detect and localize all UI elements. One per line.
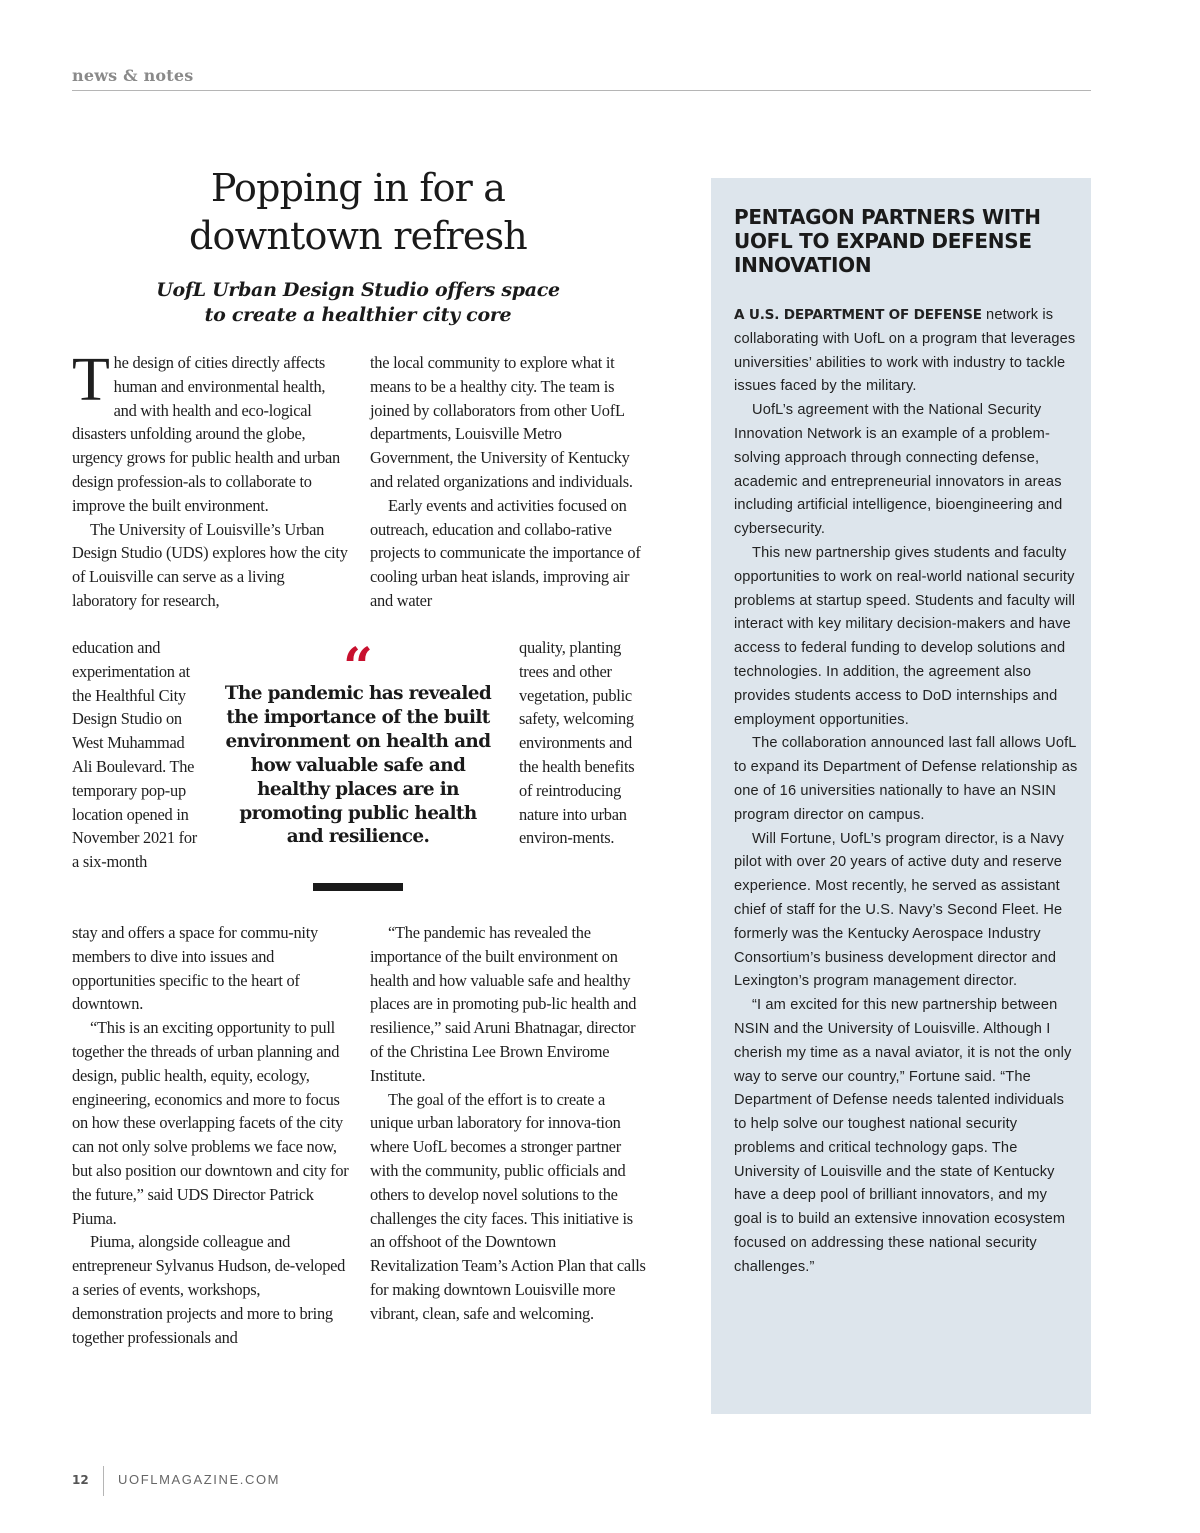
sidebar-paragraph: This new partnership gives students and faculty opportunities to work on real-world national security problems at startup speed. Students and faculty will interact with key military decision-makers and have access to federal funding to develop solutions and technologies. In addition, the agreement also provides students access to DoD internships and employment opportunities. (734, 544, 1076, 728)
article-subtitle (72, 278, 644, 328)
page-number: 12 (72, 1473, 89, 1487)
pull-quote-rule (313, 883, 403, 891)
drop-cap: T (72, 346, 110, 414)
sidebar-paragraph: “I am excited for this new partnership between NSIN and the University of Louisville. Although I cherish my time as a naval aviator, it is not the only way to serve our country,” Fortune said. “The Department of Defense needs talented individuals to help solve our toughest national security problems and critical technology gaps. The University of Louisville and the state of Kentucky have a deep pool of brilliant innovators, and my goal is to build an extensive innovation ecosystem focused on addressing these national security challenges.” (734, 997, 1072, 1275)
paragraph-text: he design of cities directly affects human and environmental health, and with health and eco-logical disasters unfolding around the globe, urgency grows for public health and urban design profession-als to collaborate to improve the built environment. (72, 353, 341, 515)
footer-site-link[interactable]: UOFLMAGAZINE.COM (118, 1472, 281, 1487)
pull-quote: The pandemic has revealed the importance of the built environment on health and how valuable safe and healthy places are in promoting public health and resilience. (224, 683, 492, 848)
sidebar-body (734, 304, 1079, 1280)
sidebar-title: PENTAGON PARTNERS WITH UOFL TO EXPAND DEFENSE INNOVATION (734, 205, 1041, 277)
sidebar-paragraph: UofL’s agreement with the National Security Innovation Network is an example of a problem-solving approach through connecting defense, academic and entrepreneurial innovators in areas including artificial intelligence, bioengineering and cybersecurity. (734, 402, 1063, 538)
header-divider (72, 90, 1091, 91)
article-column-left-top (72, 346, 350, 613)
article-paragraph: The University of Louisville’s Urban Design Studio (UDS) explores how the city of Louisville can serve as a living laboratory for research, (72, 519, 348, 610)
article-paragraph: Piuma, alongside colleague and entrepreneur Sylvanus Hudson, de-veloped a series of events, workshops, demonstration projects and more to bring together professionals and (72, 1232, 346, 1347)
article-title (72, 164, 644, 260)
title-line-2: downtown refresh (189, 214, 527, 258)
article-paragraph: stay and offers a space for commu-nity members to dive into issues and opportunities specific to the heart of downtown. (72, 923, 318, 1014)
article-paragraph: the local community to explore what it means to be a healthy city. The team is joined by collaborators from other UofL departments, Louisville Metro Government, the University of Kentucky and related organizations and individuals. (370, 353, 633, 491)
article-column-right-bottom (370, 921, 648, 1326)
article-paragraph: Early events and activities focused on outreach, education and collabo-rative projects to communicate the importance of cooling urban heat islands, improving air and water (370, 495, 641, 610)
section-label: news & notes (72, 66, 194, 85)
article-column-right-top (370, 351, 648, 613)
sidebar-paragraph: The collaboration announced last fall allows UofL to expand its Department of Defense relationship as one of 16 universities nationally to have an NSIN program director on campus. (734, 735, 1078, 823)
subtitle-line-1: UofL Urban Design Studio offers space (156, 279, 560, 301)
article-paragraph: The goal of the effort is to create a unique urban laboratory for innova-tion where UofL becomes a stronger partner with the community, public officials and others to develop novel solutions to the challenges the city faces. This initiative is an offshoot of the Downtown Revitalization Team’s Action Plan that calls for making downtown Louisville more vibrant, clean, safe and welcoming. (370, 1089, 646, 1323)
footer-divider (103, 1466, 104, 1496)
quote-mark-icon: “ (343, 637, 373, 698)
article-paragraph: “This is an exciting opportunity to pull together the threads of urban planning and design, public health, equity, ecology, engineering, economics and more to focus on how these overlapping facets of the city can not only solve problems we face now, but also position our downtown and city for the future,” said UDS Director Patrick Piuma. (72, 1018, 349, 1228)
article-paragraph (72, 346, 350, 518)
article-column-left-narrow (72, 636, 200, 874)
title-line-1: Popping in for a (210, 166, 506, 210)
sidebar-paragraph: Will Fortune, UofL’s program director, is a Navy pilot with over 20 years of active duty and reserve experience. Most recently, he served as assistant chief of staff for the U.S. Navy’s Second Fleet. He formerly was the Kentucky Aerospace Industry Consortium’s business development director and Lexington’s program management director. (734, 830, 1064, 990)
sidebar-paragraph-text: network is collaborating with UofL on a program that leverages universities’ abilities to work with industry to tackle issues faced by the military. (734, 307, 1076, 395)
article-column-right-narrow (519, 636, 649, 850)
sidebar-lead: A U.S. DEPARTMENT OF DEFENSE (734, 307, 982, 323)
article-paragraph: quality, planting trees and other vegetation, public safety, welcoming environments and the health benefits of reintroducing nature into urban environ-ments. (519, 638, 635, 848)
article-paragraph: “The pandemic has revealed the importance of the built environment on health and how valuable safe and healthy places are in promoting pub-lic health and resilience,” said Aruni Bhatnagar, director of the Christina Lee Brown Envirome Institute. (370, 923, 637, 1085)
article-column-left-bottom (72, 921, 350, 1349)
sidebar-paragraph (734, 304, 1079, 399)
subtitle-line-2: to create a healthier city core (204, 304, 512, 326)
article-paragraph: education and experimentation at the Healthful City Design Studio on West Muhammad Ali Boulevard. The temporary pop-up location opened in November 2021 for a six-month (72, 638, 198, 872)
